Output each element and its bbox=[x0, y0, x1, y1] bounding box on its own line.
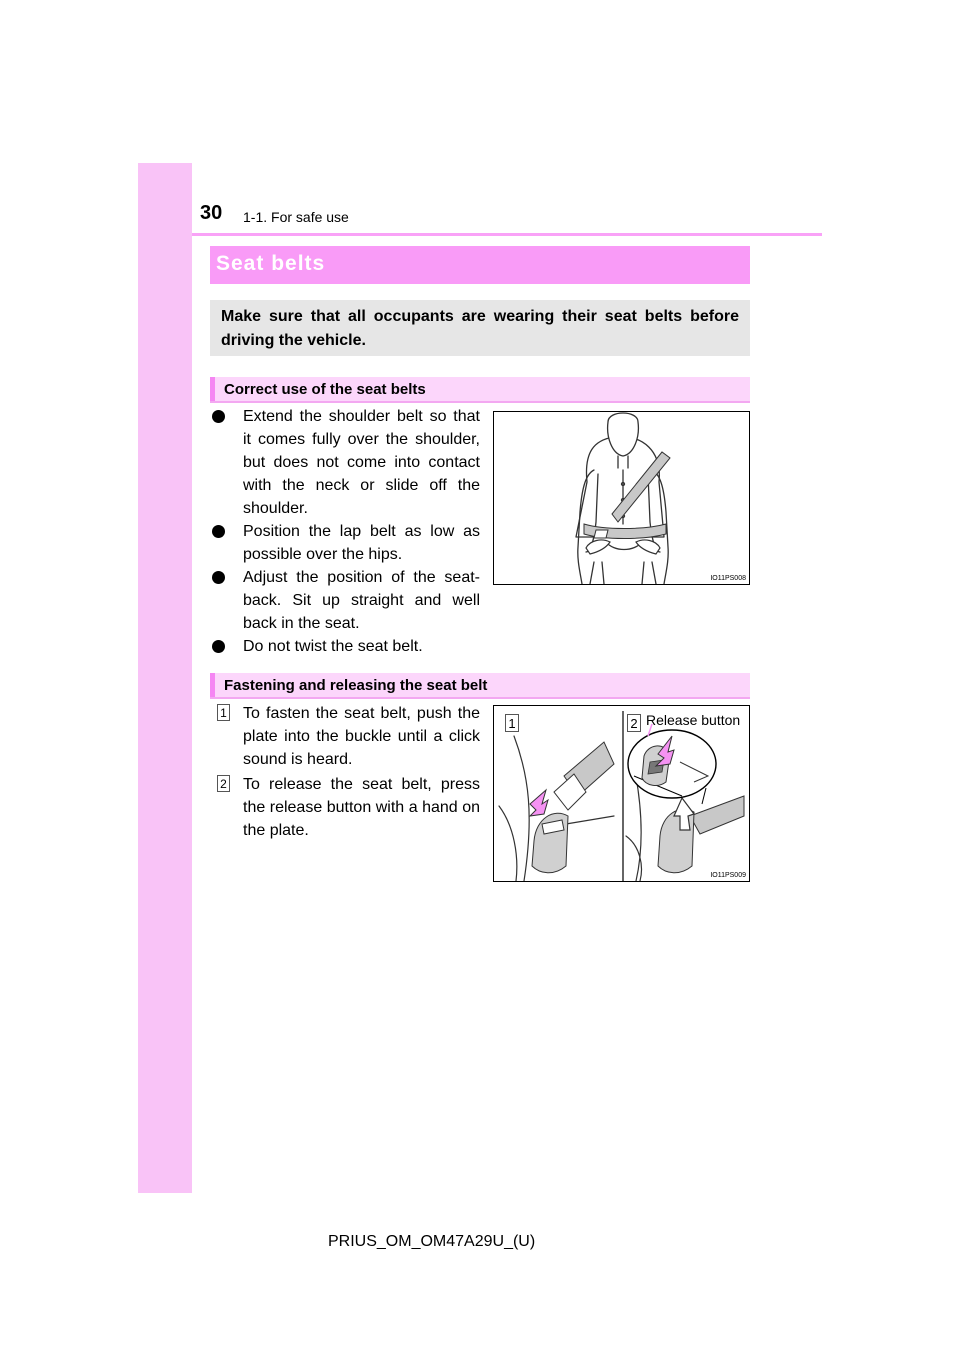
buckle-illustration bbox=[494, 706, 749, 881]
page-number: 30 bbox=[200, 202, 223, 224]
heading-edge bbox=[210, 377, 215, 401]
list-item bbox=[212, 405, 480, 520]
bullet-icon bbox=[212, 640, 225, 653]
release-button-label: Release button bbox=[646, 712, 741, 728]
heading-edge bbox=[210, 673, 215, 697]
bullet-text: Do not twist the seat belt. bbox=[243, 638, 423, 655]
figure-code: IO11PS008 bbox=[710, 575, 746, 582]
correct-use-list bbox=[212, 405, 480, 658]
fastening-heading-bar bbox=[210, 673, 750, 699]
list-item bbox=[212, 635, 480, 658]
page-title: Seat belts bbox=[216, 252, 326, 275]
intro-text: Make sure that all occupants are wearing their seat belts before driving the vehicle. bbox=[221, 308, 739, 349]
bullet-text: Extend the shoulder belt so that it comes fully over the shoulder, but does not come into contact with the neck or slide off the shoulder. bbox=[243, 408, 480, 517]
step-number: 1 bbox=[217, 704, 230, 721]
step-number: 2 bbox=[217, 775, 230, 792]
buckle-figure bbox=[493, 705, 750, 882]
correct-use-heading-bar bbox=[210, 377, 750, 403]
title-bar bbox=[210, 246, 750, 284]
bullet-icon bbox=[212, 410, 225, 423]
fastening-heading: Fastening and releasing the seat belt bbox=[224, 677, 488, 694]
bullet-text: Adjust the position of the seat-back. Sit up straight and well back in the seat. bbox=[243, 569, 480, 632]
seated-person-illustration bbox=[494, 412, 749, 584]
step-text: To release the seat belt, press the release button with a hand on the plate. bbox=[243, 776, 480, 839]
correct-use-heading: Correct use of the seat belts bbox=[224, 381, 426, 398]
header-rule bbox=[192, 233, 822, 236]
step-item bbox=[212, 702, 480, 771]
intro-box bbox=[210, 300, 750, 356]
footer-code: PRIUS_OM_OM47A29U_(U) bbox=[328, 1233, 536, 1250]
bullet-text: Position the lap belt as low as possible over the hips. bbox=[243, 523, 480, 563]
step-text: To fasten the seat belt, push the plate into the buckle until a click sound is heard. bbox=[243, 705, 480, 768]
list-item bbox=[212, 520, 480, 566]
bullet-icon bbox=[212, 525, 225, 538]
figure-number-2: 2 bbox=[627, 714, 641, 732]
list-item bbox=[212, 566, 480, 635]
figure-number-1: 1 bbox=[505, 714, 519, 732]
section-label: 1-1. For safe use bbox=[243, 209, 349, 225]
fastening-steps bbox=[212, 702, 480, 844]
seated-person-figure bbox=[493, 411, 750, 585]
step-item bbox=[212, 773, 480, 842]
figure-code: IO11PS009 bbox=[710, 872, 746, 879]
side-tab bbox=[138, 163, 192, 1193]
bullet-icon bbox=[212, 571, 225, 584]
